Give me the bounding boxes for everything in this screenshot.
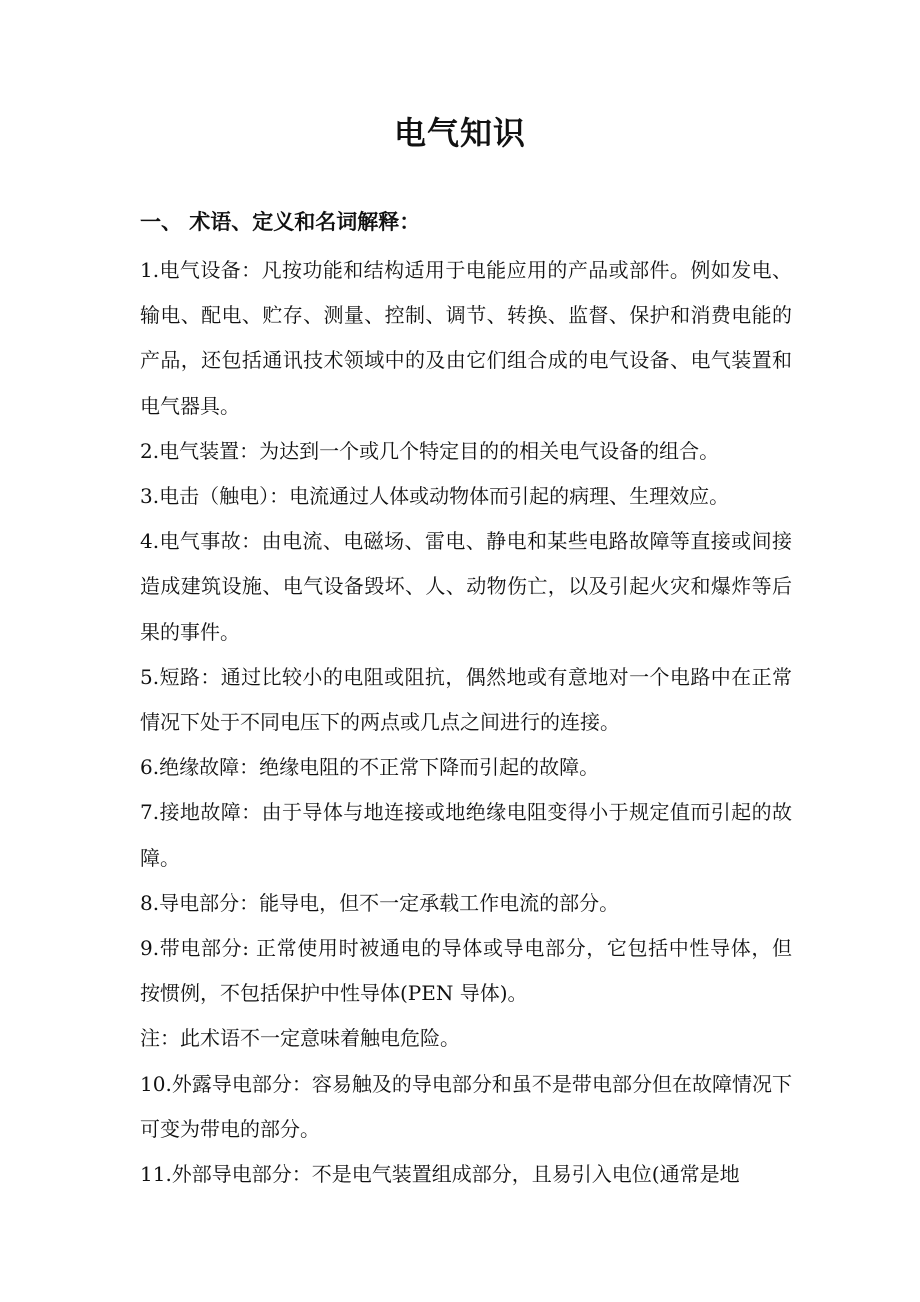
paragraph-7: 7.接地故障：由于导体与地连接或地绝缘电阻变得小于规定值而引起的故障。	[140, 800, 792, 870]
paragraph-5: 5.短路：通过比较小的电阻或阻抗，偶然地或有意地对一个电路中在正常情况下处于不同电压下的两点或几点之间进行的连接。	[140, 664, 792, 735]
document-title: 电气知识	[393, 114, 526, 152]
paragraph-9: 9.带电部分: 正常使用时被通电的导体或导电部分，它包括中性导体，但按惯例，不包括保护中性导体(PEN 导体)。	[140, 936, 792, 1006]
note-paragraph: 注：此术语不一定意味着触电危险。	[140, 1026, 460, 1051]
paragraph-1: 1.电气设备：凡按功能和结构适用于电能应用的产品或部件。例如发电、输电、配电、贮存、测量、控制、调节、转换、监督、保护和消费电能的产品，还包括通讯技术领域中的及由它们组合成的电气设备、电气装置和电气器具。	[140, 258, 792, 418]
section-heading: 一、 术语、定义和名词解释：	[140, 209, 421, 234]
document-body	[140, 248, 792, 1197]
paragraph-10: 10.外露导电部分：容易触及的导电部分和虽不是带电部分但在故障情况下可变为带电的部分。	[140, 1071, 792, 1141]
paragraph-4: 4.电气事故：由电流、电磁场、雷电、静电和某些电路故障等直接或间接造成建筑设施、电气设备毁坏、人、动物伤亡，以及引起火灾和爆炸等后果的事件。	[140, 529, 792, 644]
paragraph-6: 6.绝缘故障：绝缘电阻的不正常下降而引起的故障。	[140, 755, 600, 780]
paragraph-2: 2.电气装置：为达到一个或几个特定目的的相关电气设备的组合。	[140, 438, 720, 463]
paragraph-8: 8.导电部分：能导电，但不一定承载工作电流的部分。	[140, 890, 620, 915]
paragraph-3: 3.电击（触电）：电流通过人体或动物体而引起的病理、生理效应。	[140, 484, 730, 509]
paragraph-11: 11.外部导电部分：不是电气装置组成部分，且易引入电位(通常是地	[140, 1162, 740, 1187]
